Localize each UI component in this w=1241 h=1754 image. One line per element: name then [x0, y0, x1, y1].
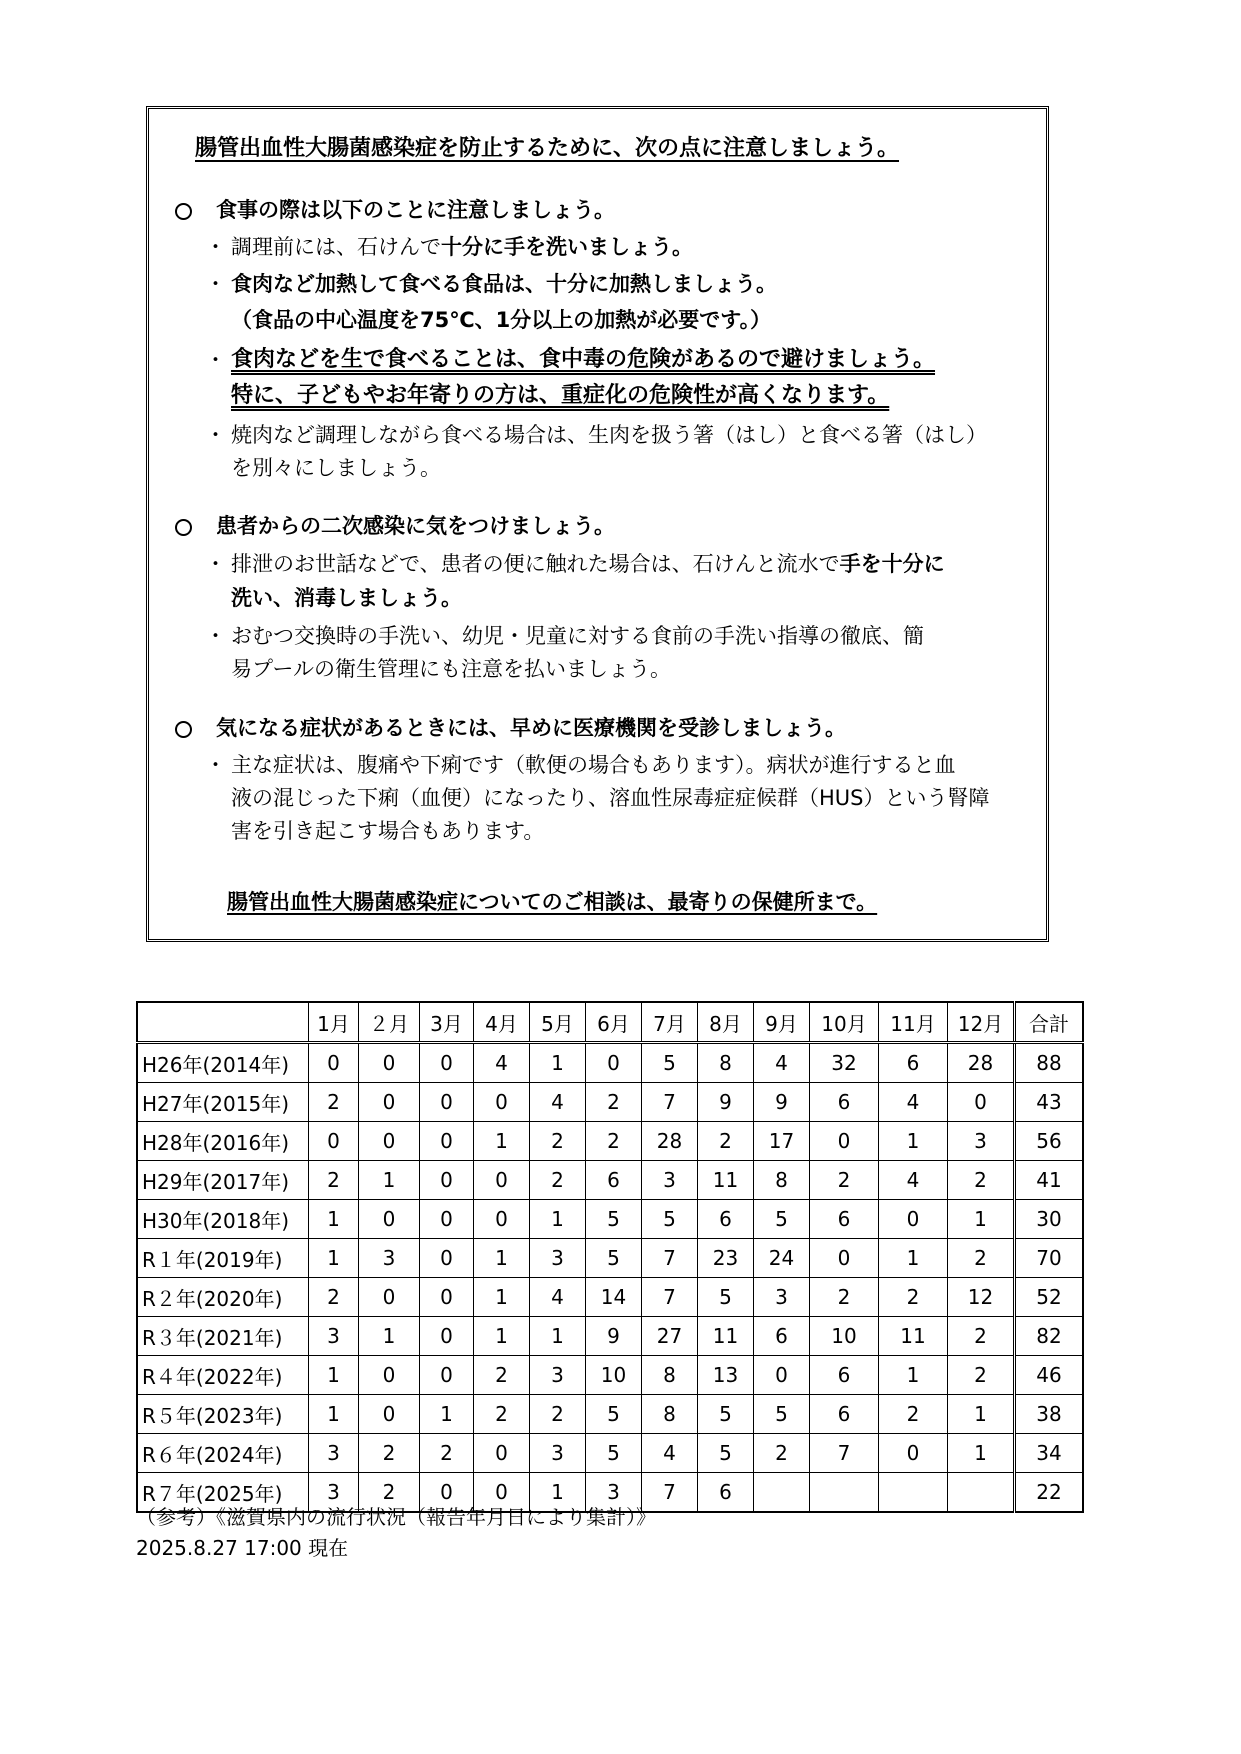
- month-cell: 4: [879, 1161, 948, 1200]
- month-cell: 2: [948, 1239, 1015, 1278]
- month-cell: 7: [810, 1434, 879, 1473]
- month-cell: [754, 1473, 810, 1513]
- month-cell: 28: [642, 1122, 698, 1161]
- month-cell: 1: [530, 1200, 586, 1239]
- month-cell: 10: [810, 1317, 879, 1356]
- total-cell: 43: [1015, 1083, 1084, 1122]
- month-cell: 3: [530, 1434, 586, 1473]
- month-cell: 6: [810, 1356, 879, 1395]
- month-cell: 10: [586, 1356, 642, 1395]
- month-cell: 4: [879, 1083, 948, 1122]
- table-row: [137, 1395, 1083, 1434]
- table-row: [137, 1278, 1083, 1317]
- month-cell: 1: [474, 1239, 530, 1278]
- bullet-dot-icon: ・: [205, 552, 226, 576]
- month-cell: 5: [586, 1395, 642, 1434]
- month-cell: 3: [530, 1239, 586, 1278]
- month-cell: 1: [948, 1395, 1015, 1434]
- section-heading: 患者からの二次感染に気をつけましょう。: [216, 514, 615, 538]
- month-cell: 2: [309, 1083, 359, 1122]
- month-cell: 1: [309, 1356, 359, 1395]
- year-cell: R２年(2020年): [137, 1278, 309, 1317]
- month-cell: 0: [359, 1200, 420, 1239]
- month-cell: 0: [754, 1356, 810, 1395]
- column-header: 10月: [810, 1002, 879, 1043]
- bullet-dot-icon: ・: [205, 624, 226, 648]
- month-cell: 3: [754, 1278, 810, 1317]
- bullet-dot-icon: ・: [205, 348, 226, 372]
- notice-title: 腸管出血性大腸菌感染症を防止するために、次の点に注意しましょう。: [195, 136, 900, 161]
- month-cell: 6: [586, 1161, 642, 1200]
- month-cell: 5: [698, 1434, 754, 1473]
- month-cell: 1: [359, 1317, 420, 1356]
- table-row: [137, 1317, 1083, 1356]
- table-row: [137, 1161, 1083, 1200]
- month-cell: 2: [474, 1395, 530, 1434]
- month-cell: 13: [698, 1356, 754, 1395]
- month-cell: 1: [948, 1200, 1015, 1239]
- list-item: おむつ交換時の手洗い、幼児・児童に対する食前の手洗い指導の徹底、簡: [231, 624, 924, 648]
- column-header: 9月: [754, 1002, 810, 1043]
- month-cell: 0: [948, 1083, 1015, 1122]
- month-cell: 2: [309, 1161, 359, 1200]
- month-cell: 5: [586, 1239, 642, 1278]
- bullet-dot-icon: ・: [205, 753, 226, 777]
- month-cell: 4: [642, 1434, 698, 1473]
- total-cell: 52: [1015, 1278, 1084, 1317]
- month-cell: 5: [698, 1278, 754, 1317]
- month-cell: 11: [698, 1161, 754, 1200]
- month-cell: 6: [754, 1317, 810, 1356]
- list-item: 害を引き起こす場合もあります。: [231, 819, 545, 843]
- list-item: 主な症状は、腹痛や下痢です（軟便の場合もあります）。病状が進行すると血: [231, 753, 956, 777]
- bullet-dot-icon: ・: [205, 272, 226, 296]
- month-cell: 24: [754, 1239, 810, 1278]
- month-cell: 8: [754, 1161, 810, 1200]
- month-cell: 2: [530, 1395, 586, 1434]
- month-cell: 3: [309, 1317, 359, 1356]
- month-cell: 0: [474, 1083, 530, 1122]
- month-cell: 1: [879, 1239, 948, 1278]
- total-cell: 41: [1015, 1161, 1084, 1200]
- total-cell: 56: [1015, 1122, 1084, 1161]
- month-cell: 8: [642, 1395, 698, 1434]
- month-cell: 2: [309, 1278, 359, 1317]
- month-cell: [879, 1473, 948, 1513]
- column-header: 12月: [948, 1002, 1015, 1043]
- year-cell: R３年(2021年): [137, 1317, 309, 1356]
- month-cell: 2: [948, 1356, 1015, 1395]
- month-cell: 7: [642, 1239, 698, 1278]
- month-cell: 4: [474, 1043, 530, 1083]
- bullet-dot-icon: ・: [205, 235, 226, 259]
- list-item: 特に、子どもやお年寄りの方は、重症化の危険性が高くなります。: [231, 383, 890, 408]
- month-cell: 6: [698, 1200, 754, 1239]
- month-cell: 7: [642, 1083, 698, 1122]
- month-cell: 1: [530, 1317, 586, 1356]
- year-cell: H28年(2016年): [137, 1122, 309, 1161]
- month-cell: 2: [530, 1122, 586, 1161]
- month-cell: 0: [420, 1473, 474, 1513]
- month-cell: 6: [810, 1395, 879, 1434]
- month-cell: 27: [642, 1317, 698, 1356]
- total-cell: 38: [1015, 1395, 1084, 1434]
- month-cell: 1: [474, 1122, 530, 1161]
- month-cell: 2: [698, 1122, 754, 1161]
- month-cell: 3: [309, 1473, 359, 1513]
- month-cell: 0: [420, 1122, 474, 1161]
- month-cell: 1: [879, 1356, 948, 1395]
- month-cell: 0: [810, 1239, 879, 1278]
- month-cell: 0: [810, 1122, 879, 1161]
- month-cell: 4: [530, 1278, 586, 1317]
- month-cell: 2: [359, 1473, 420, 1513]
- month-cell: 0: [420, 1200, 474, 1239]
- total-cell: 70: [1015, 1239, 1084, 1278]
- month-cell: 1: [530, 1473, 586, 1513]
- month-cell: 0: [420, 1278, 474, 1317]
- month-cell: 1: [530, 1043, 586, 1083]
- table-row: [137, 1434, 1083, 1473]
- month-cell: 32: [810, 1043, 879, 1083]
- month-cell: 1: [359, 1161, 420, 1200]
- section-heading: 気になる症状があるときには、早めに医療機関を受診しましょう。: [216, 716, 846, 740]
- month-cell: 3: [642, 1161, 698, 1200]
- month-cell: 0: [879, 1434, 948, 1473]
- month-cell: 0: [359, 1043, 420, 1083]
- month-cell: 0: [359, 1278, 420, 1317]
- year-cell: R１年(2019年): [137, 1239, 309, 1278]
- month-cell: 5: [754, 1200, 810, 1239]
- month-cell: 0: [879, 1200, 948, 1239]
- total-cell: 82: [1015, 1317, 1084, 1356]
- circle-bullet-icon: [175, 721, 192, 738]
- year-cell: H29年(2017年): [137, 1161, 309, 1200]
- column-header: ２月: [359, 1002, 420, 1043]
- month-cell: 1: [420, 1395, 474, 1434]
- month-cell: 9: [754, 1083, 810, 1122]
- month-cell: 2: [810, 1161, 879, 1200]
- month-cell: 1: [879, 1122, 948, 1161]
- column-header: 4月: [474, 1002, 530, 1043]
- table-corner-cell: [137, 1002, 309, 1043]
- month-cell: 2: [359, 1434, 420, 1473]
- month-cell: 17: [754, 1122, 810, 1161]
- month-cell: 11: [879, 1317, 948, 1356]
- month-cell: 2: [586, 1083, 642, 1122]
- total-cell: 30: [1015, 1200, 1084, 1239]
- month-cell: 0: [420, 1083, 474, 1122]
- month-cell: 9: [586, 1317, 642, 1356]
- year-cell: R４年(2022年): [137, 1356, 309, 1395]
- table-row: [137, 1122, 1083, 1161]
- month-cell: 0: [420, 1161, 474, 1200]
- bullet-dot-icon: ・: [205, 423, 226, 447]
- month-cell: 2: [420, 1434, 474, 1473]
- table-row: [137, 1200, 1083, 1239]
- month-cell: 3: [948, 1122, 1015, 1161]
- month-cell: 2: [948, 1161, 1015, 1200]
- month-cell: 11: [698, 1317, 754, 1356]
- list-item: 洗い、消毒しましょう。: [231, 586, 462, 610]
- month-cell: 1: [474, 1317, 530, 1356]
- list-item: 調理前には、石けんで十分に手を洗いましょう。: [231, 235, 693, 259]
- table-row: [137, 1043, 1083, 1083]
- month-cell: 0: [474, 1473, 530, 1513]
- month-cell: 2: [586, 1122, 642, 1161]
- month-cell: 1: [309, 1239, 359, 1278]
- month-cell: 23: [698, 1239, 754, 1278]
- circle-bullet-icon: [175, 203, 192, 220]
- month-cell: 1: [309, 1200, 359, 1239]
- timestamp-note: 2025.8.27 17:00 現在: [136, 1536, 349, 1560]
- month-cell: 14: [586, 1278, 642, 1317]
- month-cell: 0: [474, 1434, 530, 1473]
- month-cell: 0: [359, 1122, 420, 1161]
- month-cell: 0: [474, 1200, 530, 1239]
- month-cell: 0: [420, 1356, 474, 1395]
- year-cell: H26年(2014年): [137, 1043, 309, 1083]
- month-cell: 4: [754, 1043, 810, 1083]
- month-cell: 5: [586, 1200, 642, 1239]
- month-cell: 2: [879, 1278, 948, 1317]
- table-row: [137, 1356, 1083, 1395]
- month-cell: 6: [810, 1200, 879, 1239]
- year-cell: R６年(2024年): [137, 1434, 309, 1473]
- column-header: 3月: [420, 1002, 474, 1043]
- month-cell: 8: [642, 1356, 698, 1395]
- month-cell: 2: [810, 1278, 879, 1317]
- list-item: 排泄のお世話などで、患者の便に触れた場合は、石けんと流水で手を十分に: [231, 552, 945, 576]
- month-cell: 5: [642, 1043, 698, 1083]
- month-cell: 7: [642, 1278, 698, 1317]
- list-item: 食肉などを生で食べることは、食中毒の危険があるので避けましょう。: [231, 347, 936, 372]
- year-cell: R７年(2025年): [137, 1473, 309, 1513]
- year-cell: R５年(2023年): [137, 1395, 309, 1434]
- notice-box: [146, 106, 1049, 942]
- year-cell: H30年(2018年): [137, 1200, 309, 1239]
- month-cell: 1: [474, 1278, 530, 1317]
- list-item: 食肉など加熱して食べる食品は、十分に加熱しましょう。: [231, 272, 777, 296]
- month-cell: 1: [948, 1434, 1015, 1473]
- month-cell: 0: [359, 1083, 420, 1122]
- month-cell: 5: [642, 1200, 698, 1239]
- column-header-total: 合計: [1015, 1002, 1084, 1043]
- month-cell: 0: [309, 1043, 359, 1083]
- month-cell: 1: [309, 1395, 359, 1434]
- month-cell: 0: [359, 1356, 420, 1395]
- column-header: 6月: [586, 1002, 642, 1043]
- column-header: 11月: [879, 1002, 948, 1043]
- month-cell: 3: [586, 1473, 642, 1513]
- month-cell: [948, 1473, 1015, 1513]
- month-cell: 5: [698, 1395, 754, 1434]
- table-row: [137, 1083, 1083, 1122]
- column-header: 1月: [309, 1002, 359, 1043]
- month-cell: 6: [810, 1083, 879, 1122]
- month-cell: 3: [359, 1239, 420, 1278]
- column-header: 5月: [530, 1002, 586, 1043]
- list-item: 易プールの衛生管理にも注意を払いましょう。: [231, 657, 671, 681]
- month-cell: 6: [879, 1043, 948, 1083]
- column-header: 7月: [642, 1002, 698, 1043]
- month-cell: 12: [948, 1278, 1015, 1317]
- list-item: 焼肉など調理しながら食べる場合は、生肉を扱う箸（はし）と食べる箸（はし）: [231, 423, 987, 447]
- month-cell: 2: [754, 1434, 810, 1473]
- table-header-row: [137, 1002, 1083, 1043]
- total-cell: 46: [1015, 1356, 1084, 1395]
- month-cell: 5: [754, 1395, 810, 1434]
- year-cell: H27年(2015年): [137, 1083, 309, 1122]
- list-item: 液の混じった下痢（血便）になったり、溶血性尿毒症症候群（HUS）という腎障: [231, 786, 990, 810]
- month-cell: 0: [420, 1317, 474, 1356]
- month-cell: 0: [474, 1161, 530, 1200]
- month-cell: 2: [530, 1161, 586, 1200]
- list-item: （食品の中心温度を75℃、1分以上の加熱が必要です。）: [231, 308, 772, 332]
- month-cell: 4: [530, 1083, 586, 1122]
- month-cell: 8: [698, 1043, 754, 1083]
- total-cell: 34: [1015, 1434, 1084, 1473]
- month-cell: 3: [530, 1356, 586, 1395]
- month-cell: 3: [309, 1434, 359, 1473]
- table-row: [137, 1239, 1083, 1278]
- month-cell: [810, 1473, 879, 1513]
- list-item: を別々にしましょう。: [231, 456, 441, 480]
- month-cell: 7: [642, 1473, 698, 1513]
- circle-bullet-icon: [175, 519, 192, 536]
- month-cell: 2: [948, 1317, 1015, 1356]
- month-cell: 0: [359, 1395, 420, 1434]
- reference-note: （参考）《滋賀県内の流行状況（報告年月日により集計）》: [136, 1505, 656, 1529]
- month-cell: 0: [420, 1043, 474, 1083]
- month-cell: 2: [474, 1356, 530, 1395]
- month-cell: 0: [309, 1122, 359, 1161]
- month-cell: 0: [420, 1239, 474, 1278]
- notice-footer: 腸管出血性大腸菌感染症についてのご相談は、最寄りの保健所まで。: [227, 890, 878, 914]
- month-cell: 28: [948, 1043, 1015, 1083]
- total-cell: 88: [1015, 1043, 1084, 1083]
- section-heading: 食事の際は以下のことに注意しましょう。: [216, 198, 615, 222]
- month-cell: 9: [698, 1083, 754, 1122]
- total-cell: 22: [1015, 1473, 1084, 1513]
- column-header: 8月: [698, 1002, 754, 1043]
- month-cell: 2: [879, 1395, 948, 1434]
- monthly-cases-table: [136, 1001, 1084, 1513]
- month-cell: 5: [586, 1434, 642, 1473]
- month-cell: 0: [586, 1043, 642, 1083]
- month-cell: 6: [698, 1473, 754, 1513]
